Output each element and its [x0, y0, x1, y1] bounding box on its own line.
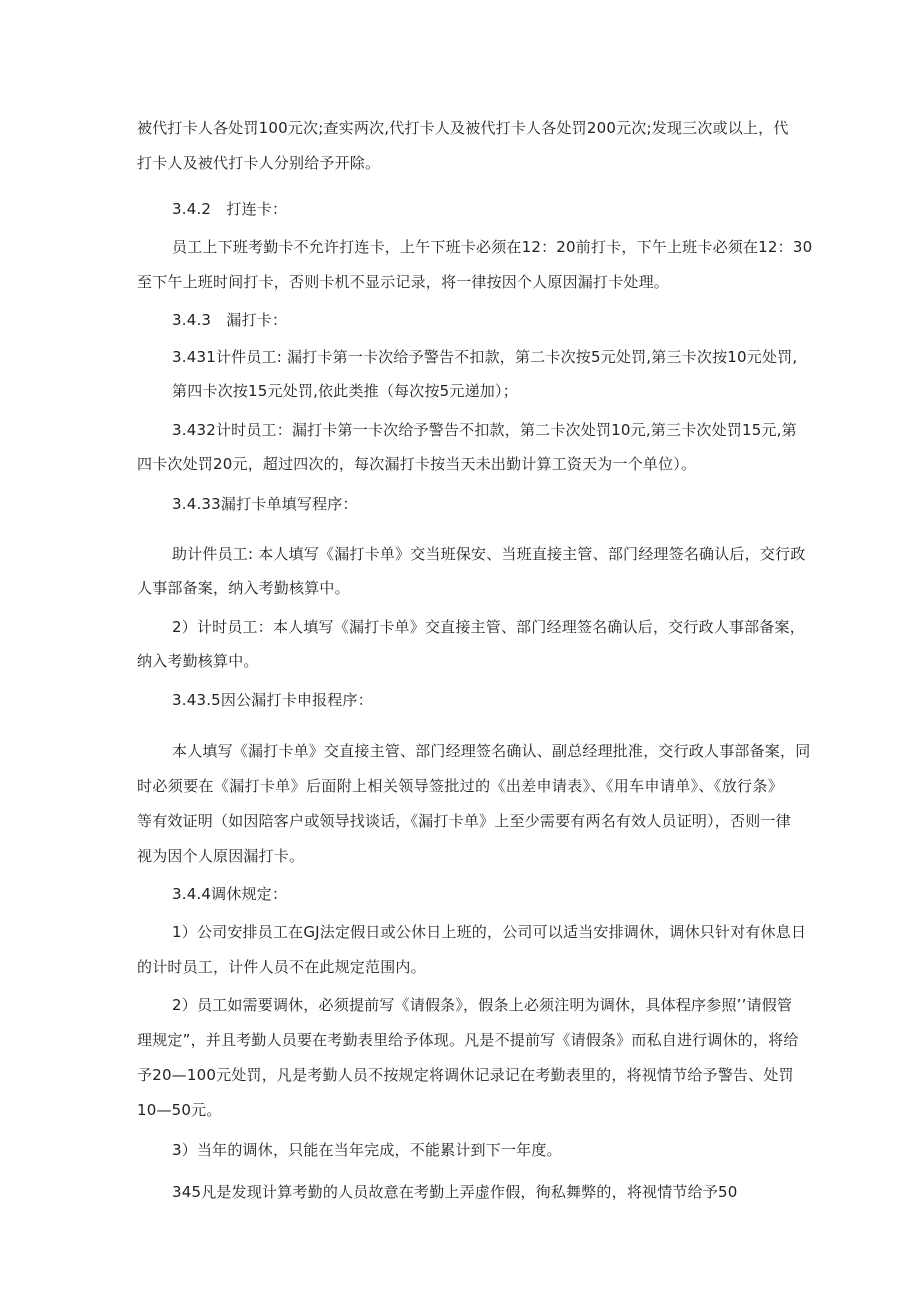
paragraph-line: 1）公司安排员工在GJ法定假日或公休日上班的，公司可以适当安排调休，调休只针对有休息日: [172, 923, 807, 941]
paragraph-line: 时必须要在《漏打卡单》后面附上相关领导签批过的《出差申请表》、《用车申请单》、《放行条》: [137, 777, 783, 795]
section-heading: 3.4.3 漏打卡：: [172, 311, 288, 329]
paragraph-line: 视为因个人原因漏打卡。: [137, 847, 305, 865]
paragraph-line: 2）计时员工：本人填写《漏打卡单》交直接主管、部门经理签名确认后，交行政人事部备案，: [172, 618, 805, 636]
section-heading: 3.43.5因公漏打卡申报程序：: [172, 691, 373, 709]
paragraph-line: 本人填写《漏打卡单》交直接主管、部门经理签名确认、副总经理批准，交行政人事部备案，同: [172, 742, 811, 760]
paragraph-line: 等有效证明（如因陪客户或领导找谈话，《漏打卡单》上至少需要有两名有效人员证明），否则一律: [137, 812, 791, 830]
paragraph-line: 打卡人及被代打卡人分别给予开除。: [137, 154, 381, 172]
section-heading: 3.4.4调休规定：: [172, 885, 288, 903]
section-heading: 3.4.33漏打卡单填写程序：: [172, 495, 358, 513]
paragraph-line: 第四卡次按15元处罚,依此类推（每次按5元递加）；: [172, 382, 518, 400]
paragraph-line: 345凡是发现计算考勤的人员故意在考勤上弄虚作假，徇私舞弊的，将视情节给予50: [172, 1183, 738, 1201]
paragraph-line: 纳入考勤核算中。: [137, 652, 259, 670]
paragraph-line: 3.432计时员工：漏打卡第一卡次给予警告不扣款，第二卡次处罚10元,第三卡次处罚15元,第: [172, 421, 797, 439]
paragraph-line: 3.431计件员工: 漏打卡第一卡次给予警告不扣款，第二卡次按5元处罚,第三卡次按10元处罚,: [172, 348, 798, 366]
paragraph-line: 3）当年的调休，只能在当年完成，不能累计到下一年度。: [172, 1141, 562, 1159]
paragraph-line: 2）员工如需要调休，必须提前写《请假条》，假条上必须注明为调休，具体程序参照’’请假管: [172, 996, 793, 1014]
section-heading: 3.4.2 打连卡：: [172, 200, 288, 218]
paragraph-line: 予20—100元处罚，凡是考勤人员不按规定将调休记录记在考勤表里的，将视情节给予警告、处罚: [137, 1066, 794, 1084]
paragraph-line: 被代打卡人各处罚100元次;查实两次,代打卡人及被代打卡人各处罚200元次;发现三次或以上，代: [137, 119, 789, 137]
paragraph-line: 人事部备案，纳入考勤核算中。: [137, 579, 350, 597]
paragraph-line: 助计件员工: 本人填写《漏打卡单》交当班保安、当班直接主管、部门经理签名确认后，交行政: [172, 545, 806, 563]
paragraph-line: 至下午上班时间打卡，否则卡机不显示记录，将一律按因个人原因漏打卡处理。: [137, 273, 670, 291]
paragraph-line: 理规定”，并且考勤人员要在考勤表里给予体现。凡是不提前写《请假条》而私自进行调休的，将给: [137, 1031, 799, 1049]
paragraph-line: 四卡次处罚20元，超过四次的，每次漏打卡按当天未出勤计算工资天为一个单位）。: [137, 455, 697, 473]
paragraph-line: 10—50元。: [137, 1101, 222, 1119]
paragraph-line: 的计时员工，计件人员不在此规定范围内。: [137, 958, 426, 976]
paragraph-line: 员工上下班考勤卡不允许打连卡，上午下班卡必须在12：20前打卡，下午上班卡必须在12：30: [172, 238, 813, 256]
